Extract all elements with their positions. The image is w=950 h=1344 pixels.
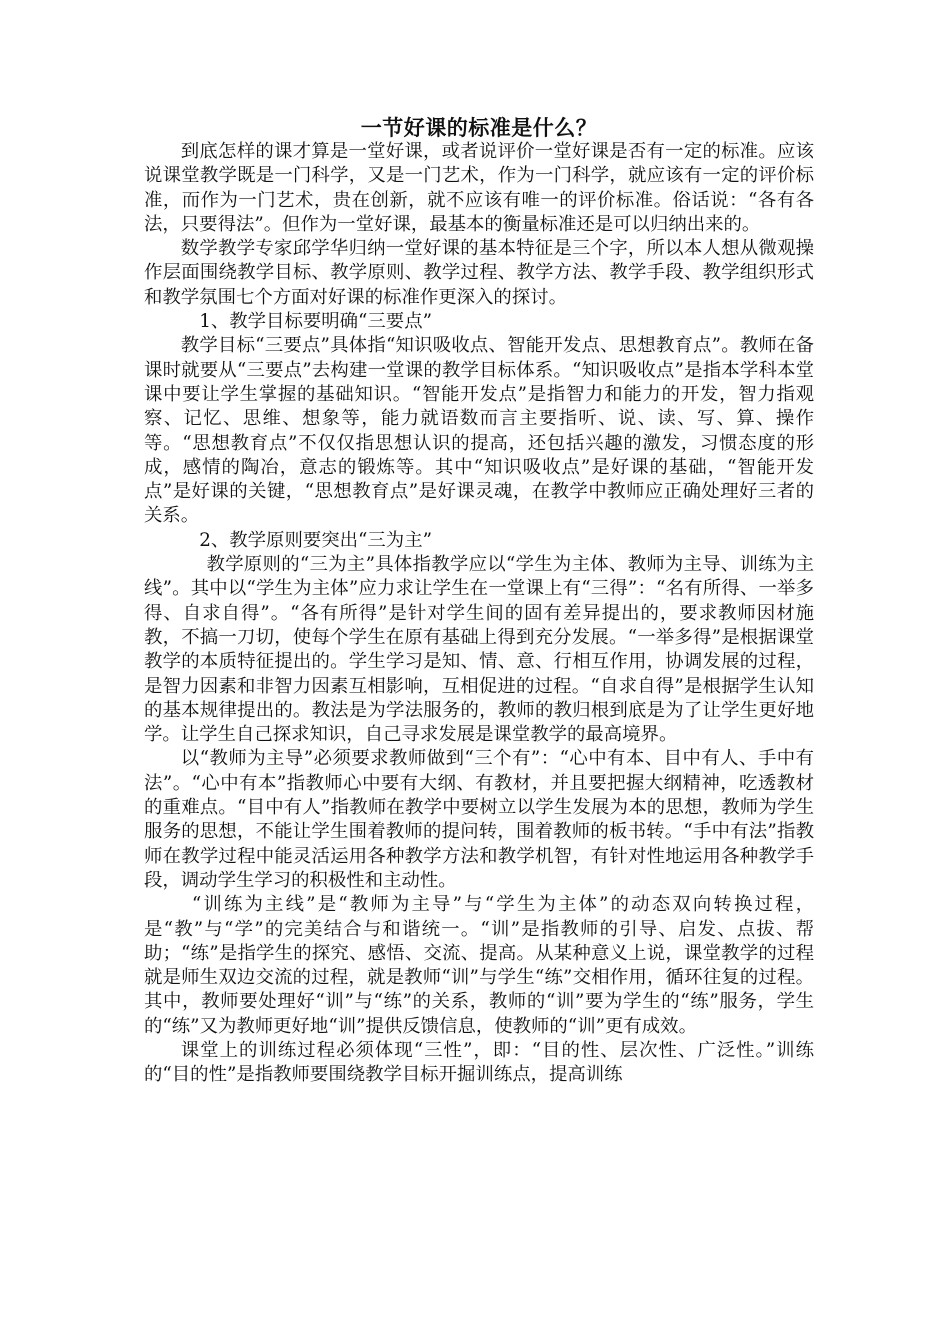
- document-title: 一节好课的标准是什么？: [360, 115, 598, 140]
- paragraph-qiu-xuehua: 数学教学专家邱学华归纳一堂好课的基本特征是三个字，所以本人想从微观操作层面围绕教学目标、教学原则、教学过程、教学方法、教学手段、教学组织形式和教学氛围七个方面对好课的标准作更深入的探讨。: [144, 238, 814, 308]
- section-heading-teaching-principles: 2、教学原则要突出“三为主”: [199, 529, 432, 551]
- paragraph-intro: 到底怎样的课才算是一堂好课，或者说评价一堂好课是否有一定的标准。应该说课堂教学既是一门科学，又是一门艺术，作为一门科学，就应该有一定的评价标准，而作为一门艺术，贵在创新，就不应该有唯一的评价标准。俗话说：“各有各法，只要得法”。但作为一堂好课，最基本的衡量标准还是可以归纳出来的。: [144, 141, 814, 235]
- document-page: [144, 116, 814, 1088]
- paragraph-teacher-leads: 以“教师为主导”必须要求教师做到“三个有”：“心中有本、目中有人、手中有法”。“心中有本”指教师心中要有大纲、有教材，并且要把握大纲精神，吃透教材的重难点。“目中有人”指教师在教学中要树立以学生发展为本的思想，教师为学生服务的思想，不能让学生围着教师的提问转，围着教师的板书转。“手中有法”指教师在教学过程中能灵活运用各种教学方法和教学机智，有针对性地运用各种教学手段，调动学生学习的积极性和主动性。: [144, 748, 814, 891]
- section-heading-teaching-goals: 1、教学目标要明确“三要点”: [199, 311, 432, 333]
- paragraph-three-mains: 教学原则的“三为主”具体指教学应以“学生为主体、教师为主导、训练为主线”。其中以“学生为主体”应力求让学生在一堂课上有“三得”：“名有所得、一举多得、自求自得”。“各有所得”是针对学生间的固有差异提出的，要求教师因材施教，不搞一刀切，使每个学生在原有基础上得到充分发展。“一举多得”是根据课堂教学的本质特征提出的。学生学习是知、情、意、行相互作用，协调发展的过程，是智力因素和非智力因素互相影响，互相促进的过程。“自求自得”是根据学生认知的基本规律提出的。教法是为学法服务的，教师的教归根到底是为了让学生更好地学。让学生自己探求知识，自己寻求发展是课堂教学的最高境界。: [144, 554, 814, 746]
- paragraph-three-properties: 课堂上的训练过程必须体现“三性”，即：“目的性、层次性、广泛性。”训练的“目的性”是指教师要围绕教学目标开掘训练点，提高训练: [144, 1039, 814, 1086]
- paragraph-training-mainline: “训练为主线”是“教师为主导”与“学生为主体”的动态双向转换过程，是“教”与“学”的完美结合与和谐统一。“训”是指教师的引导、启发、点拔、帮助；“练”是指学生的探究、感悟、交流、提高。从某种意义上说，课堂教学的过程就是师生双边交流的过程，就是教师“训”与学生“练”交相作用，循环往复的过程。其中，教师要处理好“训”与“练”的关系，教师的“训”要为学生的“练”服务，学生的“练”又为教师更好地“训”提供反馈信息，使教师的“训”更有成效。: [144, 894, 814, 1037]
- paragraph-three-points: 教学目标“三要点”具体指“知识吸收点、智能开发点、思想教育点”。教师在备课时就要从“三要点”去构建一堂课的教学目标体系。“知识吸收点”是指本学科本堂课中要让学生掌握的基础知识。“智能开发点”是指智力和能力的开发，智力指观察、记忆、思维、想象等，能力就语数而言主要指听、说、读、写、算、操作等。“思想教育点”不仅仅指思想认识的提高，还包括兴趣的激发，习惯态度的形成，感情的陶冶，意志的锻炼等。其中“知识吸收点”是好课的基础，“智能开发点”是好课的关键，“思想教育点”是好课灵魂，在教学中教师应正确处理好三者的关系。: [144, 335, 814, 527]
